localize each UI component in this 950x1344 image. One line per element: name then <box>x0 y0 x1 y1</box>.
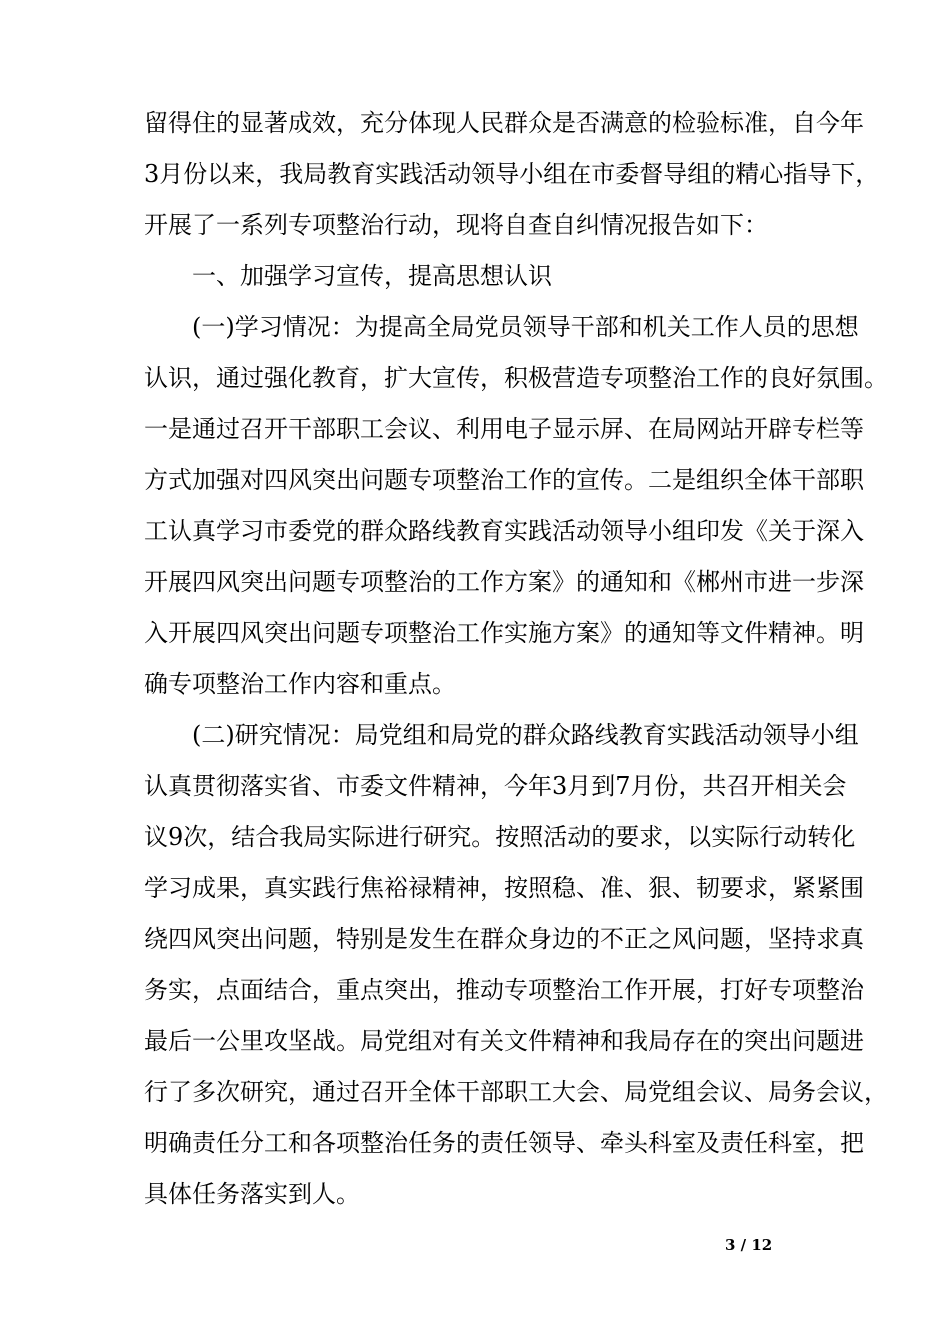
text-line: 3月份以来，我局教育实践活动领导小组在市委督导组的精心指导下， <box>144 160 880 188</box>
text-line: 明确责任分工和各项整治任务的责任领导、牵头科室及责任科室，把 <box>144 1129 864 1157</box>
text-line: 最后一公里攻坚战。局党组对有关文件精神和我局存在的突出问题进 <box>144 1027 864 1055</box>
paragraph-end-line: 开展了一系列专项整治行动，现将自查自纠情况报告如下： <box>144 211 768 239</box>
text-line: 议9次，结合我局实际进行研究。按照活动的要求，以实际行动转化 <box>144 823 856 851</box>
text-line: 一是通过召开干部职工会议、利用电子显示屏、在局网站开辟专栏等 <box>144 415 864 443</box>
text-line: 认真贯彻落实省、市委文件精神，今年3月到7月份，共召开相关会 <box>144 772 847 800</box>
paragraph-start-line: (一)学习情况：为提高全局党员领导干部和机关工作人员的思想 <box>192 313 859 341</box>
paragraph-start-line: (二)研究情况：局党组和局党的群众路线教育实践活动领导小组 <box>192 721 859 749</box>
page-number: 3 / 12 <box>725 1236 773 1254</box>
paragraph-end-line: 确专项整治工作内容和重点。 <box>144 670 456 698</box>
text-line: 绕四风突出问题，特别是发生在群众身边的不正之风问题，坚持求真 <box>144 925 864 953</box>
paragraph-end-line: 具体任务落实到人。 <box>144 1180 360 1208</box>
text-line: 认识，通过强化教育，扩大宣传，积极营造专项整治工作的良好氛围。 <box>144 364 888 392</box>
text-line: 行了多次研究，通过召开全体干部职工大会、局党组会议、局务会议， <box>144 1078 888 1106</box>
text-line: 务实，点面结合，重点突出，推动专项整治工作开展，打好专项整治 <box>144 976 864 1004</box>
body-text <box>144 98 888 1220</box>
text-line: 学习成果，真实践行焦裕禄精神，按照稳、准、狠、韧要求，紧紧围 <box>144 874 864 902</box>
text-line: 方式加强对四风突出问题专项整治工作的宣传。二是组织全体干部职 <box>144 466 864 494</box>
section-heading: 一、加强学习宣传，提高思想认识 <box>192 262 552 290</box>
text-line: 开展四风突出问题专项整治的工作方案》的通知和《郴州市进一步深 <box>144 568 864 596</box>
text-line: 工认真学习市委党的群众路线教育实践活动领导小组印发《关于深入 <box>144 517 864 545</box>
text-line: 留得住的显著成效，充分体现人民群众是否满意的检验标准，自今年 <box>144 109 864 137</box>
text-line: 入开展四风突出问题专项整治工作实施方案》的通知等文件精神。明 <box>144 619 864 647</box>
